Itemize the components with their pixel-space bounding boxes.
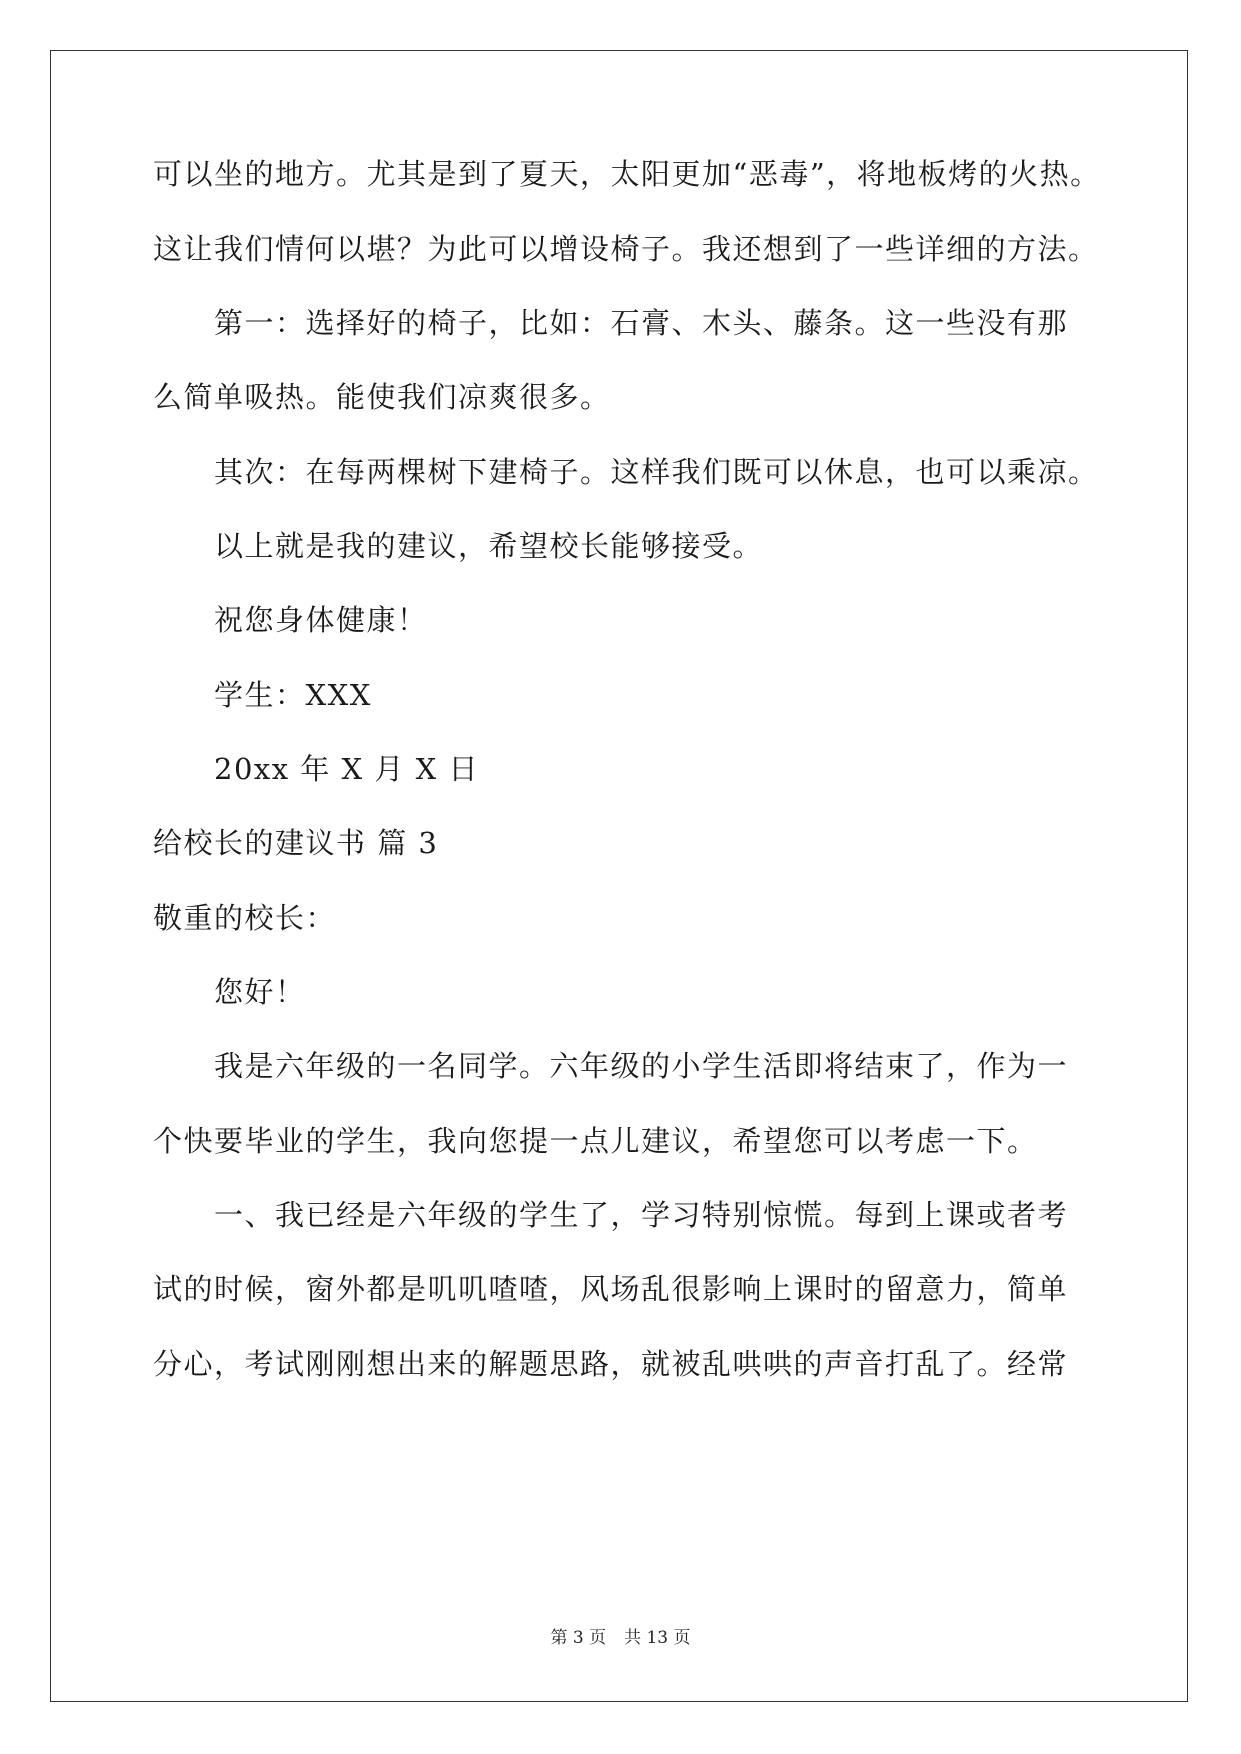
salutation: 敬重的校长： [153,901,337,935]
text-line: 以上就是我的建议，希望校长能够接受。 [214,529,764,563]
text-line: 个快要毕业的学生，我向您提一点儿建议，希望您可以考虑一下。 [153,1124,1038,1158]
text-line: 祝您身体健康！ [214,603,428,637]
date-line: 20xx 年 X 月 X 日 [214,752,479,786]
text-line: 其次：在每两棵树下建椅子。这样我们既可以休息，也可以乘凉。 [214,455,1099,489]
text-line: 试的时候，窗外都是叽叽喳喳，风场乱很影响上课时的留意力，简单 [153,1272,1069,1306]
page-border [50,50,1188,1702]
text-line: 分心，考试刚刚想出来的解题思路，就被乱哄哄的声音打乱了。经常 [153,1347,1069,1381]
text-line: 一、我已经是六年级的学生了，学习特别惊慌。每到上课或者考 [214,1198,1069,1232]
text-line: 可以坐的地方。尤其是到了夏天，太阳更加“恶毒”，将地板烤的火热。 [153,157,1101,191]
text-line: 这让我们情何以堪？为此可以增设椅子。我还想到了一些详细的方法。 [153,232,1099,266]
page-total: 共 13 页 [624,1628,691,1648]
page-number: 第 3 页 [550,1628,607,1648]
text-line: 么简单吸热。能使我们凉爽很多。 [153,380,611,414]
text-line: 我是六年级的一名同学。六年级的小学生活即将结束了，作为一 [214,1049,1069,1083]
page-footer [0,1627,1241,1649]
section-heading: 给校长的建议书 篇 3 [153,826,439,860]
signature-line: 学生：XXX [214,678,372,712]
greeting: 您好！ [214,975,306,1009]
text-line: 第一：选择好的椅子，比如：石膏、木头、藤条。这一些没有那 [214,306,1069,340]
